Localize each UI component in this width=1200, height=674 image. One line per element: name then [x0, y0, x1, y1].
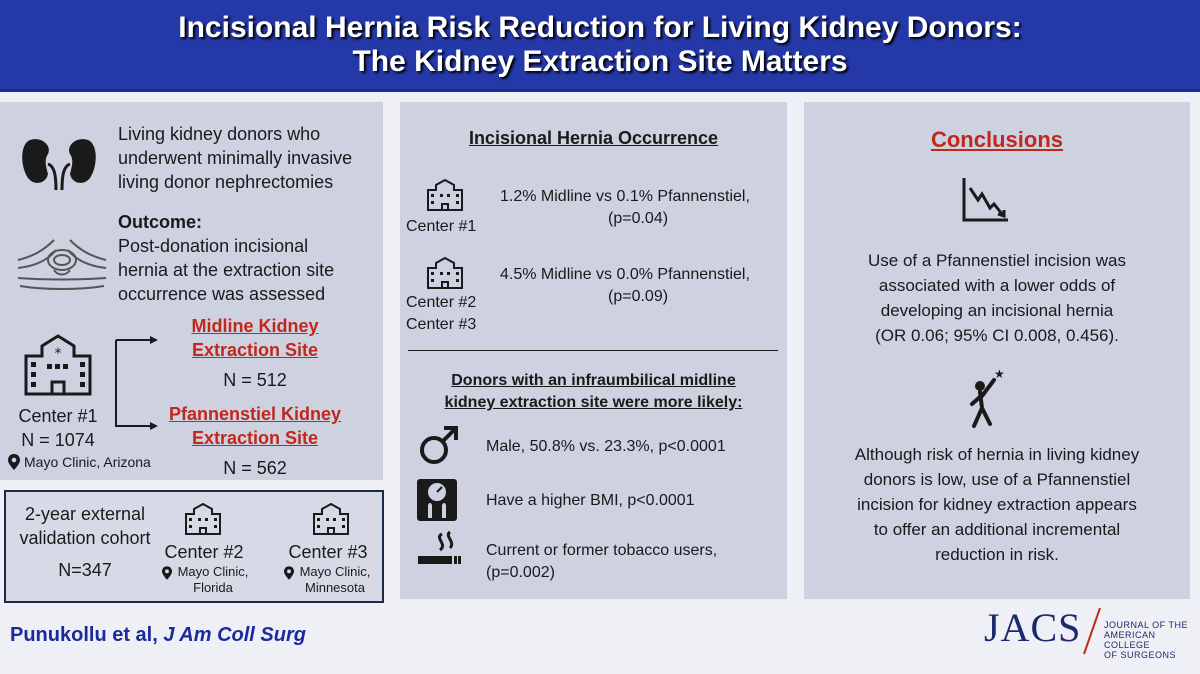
conclusion2-line-3: incision for kidney extraction appears	[857, 495, 1137, 514]
validation-cohort-box	[4, 490, 384, 603]
row2-center-b: Center #3	[406, 316, 477, 333]
occurrence-heading: Incisional Hernia Occurrence	[468, 128, 719, 148]
hospital-icon	[426, 256, 464, 290]
conclusion2-line-5: reduction in risk.	[935, 545, 1059, 564]
conclusion1-line-4: (OR 0.06; 95% CI 0.008, 0.456).	[875, 326, 1119, 345]
logo-slash	[1080, 606, 1102, 656]
center2-location-1: Mayo Clinic,	[177, 564, 249, 579]
outcome-line-3: occurrence was assessed	[118, 284, 326, 304]
location-pin-icon	[162, 566, 172, 580]
cohort-label-2: validation cohort	[19, 528, 151, 548]
conclusion2-line-4: to offer an additional incremental	[873, 520, 1121, 539]
row2-text-1: 4.5% Midline vs 0.0% Pfannenstiel,	[500, 266, 750, 283]
study-design-panel	[0, 102, 383, 480]
svg-text:★: ★	[994, 368, 1005, 381]
midline-n: N = 512	[223, 370, 287, 390]
cigarette-icon	[416, 530, 462, 570]
row1-text-1: 1.2% Midline vs 0.1% Pfannenstiel,	[500, 188, 750, 205]
center3-label: Center #3	[288, 542, 368, 562]
donors-heading-2: kidney extraction site were more likely:	[444, 394, 743, 411]
hospital-icon	[184, 502, 222, 536]
row2-center-a: Center #2	[406, 294, 477, 311]
intro-line-3: living donor nephrectomies	[118, 172, 334, 192]
midline-label-2: Extraction Site	[191, 340, 319, 360]
male-symbol-icon	[418, 424, 460, 466]
center1-label: Center #1	[18, 406, 98, 426]
hospital-icon	[312, 502, 350, 536]
donors-heading-1: Donors with an infraumbilical midline	[451, 372, 736, 389]
midline-label-1: Midline Kidney	[191, 316, 319, 336]
declining-chart-icon	[960, 176, 1010, 224]
citation-authors: Punukollu et al,	[10, 624, 158, 646]
title-banner	[0, 0, 1200, 92]
hospital-icon	[426, 178, 464, 212]
conclusion2-line-2: donors is low, use of a Pfannenstiel	[863, 470, 1131, 489]
cohort-label-1: 2-year external	[24, 504, 146, 524]
factor-bmi: Have a higher BMI, p<0.0001	[486, 492, 695, 509]
center2-label: Center #2	[164, 542, 244, 562]
conclusion2-line-1: Although risk of hernia in living kidney	[854, 445, 1140, 464]
conclusions-heading: Conclusions	[930, 127, 1063, 152]
center1-n: N = 1074	[21, 430, 95, 450]
center2-location-2: Florida	[193, 580, 233, 595]
conclusions-panel	[804, 102, 1190, 599]
split-arrows-icon	[114, 336, 158, 430]
center1-location: Mayo Clinic, Arizona	[24, 454, 151, 470]
logo-sub-2: AMERICAN COLLEGE	[1104, 630, 1156, 650]
title-line-2: The Kidney Extraction Site Matters	[352, 44, 848, 78]
outcome-line-2: hernia at the extraction site	[118, 260, 335, 280]
pfannenstiel-label-1: Pfannenstiel Kidney	[168, 404, 342, 424]
location-pin-icon	[284, 566, 294, 580]
outcome-label: Outcome:	[118, 212, 203, 232]
intro-line-1: Living kidney donors who	[118, 124, 321, 144]
center3-location-2: Minnesota	[305, 580, 365, 595]
jacs-logo: JACS	[984, 605, 1082, 650]
factor-male: Male, 50.8% vs. 23.3%, p<0.0001	[486, 438, 726, 455]
location-pin-icon	[8, 454, 20, 470]
cohort-n: N=347	[58, 560, 112, 580]
pfannenstiel-label-2: Extraction Site	[191, 428, 319, 448]
svg-text:*: *	[54, 346, 62, 362]
intro-line-2: underwent minimally invasive	[118, 148, 353, 168]
factor-tobacco-2: (p=0.002)	[486, 564, 555, 581]
bmi-scale-icon	[416, 478, 458, 522]
conclusion1-line-2: associated with a lower odds of	[878, 276, 1116, 295]
hernia-occurrence-panel	[400, 102, 787, 599]
divider	[408, 350, 778, 351]
row1-text-2: (p=0.04)	[608, 210, 669, 227]
conclusion1-line-1: Use of a Pfannenstiel incision was	[868, 251, 1126, 270]
title-line-1: Incisional Hernia Risk Reduction for Living Kidney Donors:	[178, 10, 1022, 44]
abdominal-hernia-icon	[14, 226, 110, 294]
logo-sub-3: OF SURGEONS	[1104, 650, 1177, 660]
hospital-icon	[22, 334, 94, 396]
center3-location-1: Mayo Clinic,	[299, 564, 371, 579]
row1-center: Center #1	[406, 218, 477, 235]
conclusion1-line-3: developing an incisional hernia	[880, 301, 1114, 320]
outcome-line-1: Post-donation incisional	[118, 236, 309, 256]
reaching-star-icon	[964, 368, 1006, 430]
factor-tobacco-1: Current or former tobacco users,	[486, 542, 718, 559]
kidneys-icon	[20, 134, 98, 192]
pfannenstiel-n: N = 562	[223, 458, 287, 478]
logo-sub-1: JOURNAL OF THE	[1104, 620, 1189, 630]
citation-journal: J Am Coll Surg	[163, 624, 306, 646]
citation	[10, 622, 306, 648]
row2-text-2: (p=0.09)	[608, 288, 669, 305]
